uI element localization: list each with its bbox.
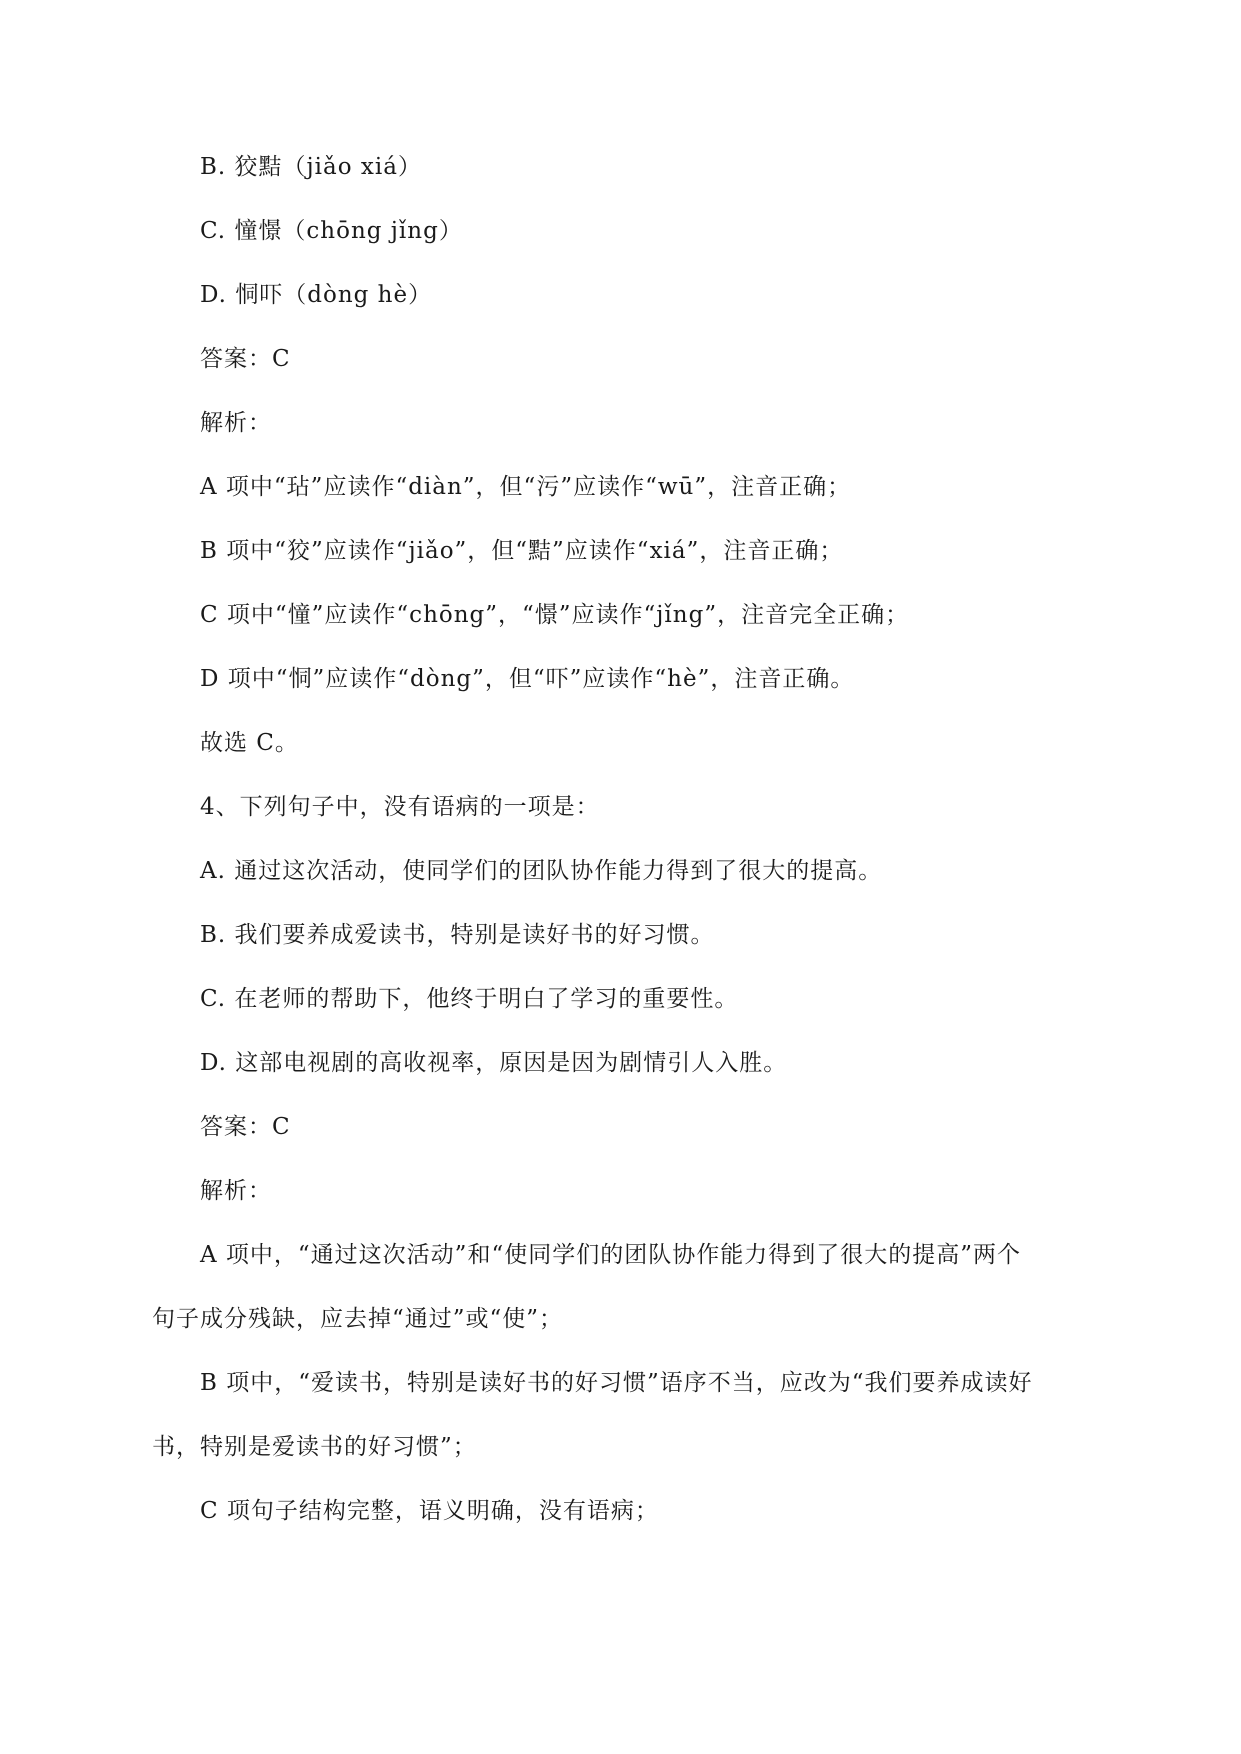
q3-option-b: B. 狡黠（jiǎo xiá） xyxy=(200,154,422,180)
q4-analysis-a-line1: A 项中，“通过这次活动”和“使同学们的团队协作能力得到了很大的提高”两个 xyxy=(200,1242,1021,1268)
q4-analysis-label: 解析： xyxy=(200,1178,272,1204)
q4-answer: 答案：C xyxy=(200,1114,291,1140)
q4-question: 4、下列句子中，没有语病的一项是： xyxy=(200,794,600,820)
q3-analysis-b: B 项中“狡”应读作“jiǎo”，但“黠”应读作“xiá”，注音正确； xyxy=(200,538,844,564)
q4-analysis-b-line2: 书，特别是爱读书的好习惯”； xyxy=(152,1434,477,1460)
q4-option-c: C. 在老师的帮助下，他终于明白了学习的重要性。 xyxy=(200,986,739,1012)
q4-analysis-c: C 项句子结构完整，语义明确，没有语病； xyxy=(200,1498,659,1524)
q3-analysis-label: 解析： xyxy=(200,410,272,436)
q3-conclusion: 故选 C。 xyxy=(200,730,299,756)
q3-analysis-a: A 项中“玷”应读作“diàn”，但“污”应读作“wū”，注音正确； xyxy=(200,474,852,500)
q4-analysis-b-line1: B 项中，“爱读书，特别是读好书的好习惯”语序不当，应改为“我们要养成读好 xyxy=(200,1370,1033,1396)
q3-answer: 答案：C xyxy=(200,346,291,372)
q3-analysis-d: D 项中“恫”应读作“dòng”，但“吓”应读作“hè”，注音正确。 xyxy=(200,666,855,692)
q3-option-c: C. 憧憬（chōng jǐng） xyxy=(200,218,463,244)
q4-option-a: A. 通过这次活动，使同学们的团队协作能力得到了很大的提高。 xyxy=(200,858,883,884)
q4-option-d: D. 这部电视剧的高收视率，原因是因为剧情引人入胜。 xyxy=(200,1050,788,1076)
q3-option-d: D. 恫吓（dòng hè） xyxy=(200,282,433,308)
q4-option-b: B. 我们要养成爱读书，特别是读好书的好习惯。 xyxy=(200,922,715,948)
q3-analysis-c: C 项中“憧”应读作“chōng”，“憬”应读作“jǐng”，注音完全正确； xyxy=(200,602,910,628)
q4-analysis-a-line2: 句子成分残缺，应去掉“通过”或“使”； xyxy=(152,1306,564,1332)
